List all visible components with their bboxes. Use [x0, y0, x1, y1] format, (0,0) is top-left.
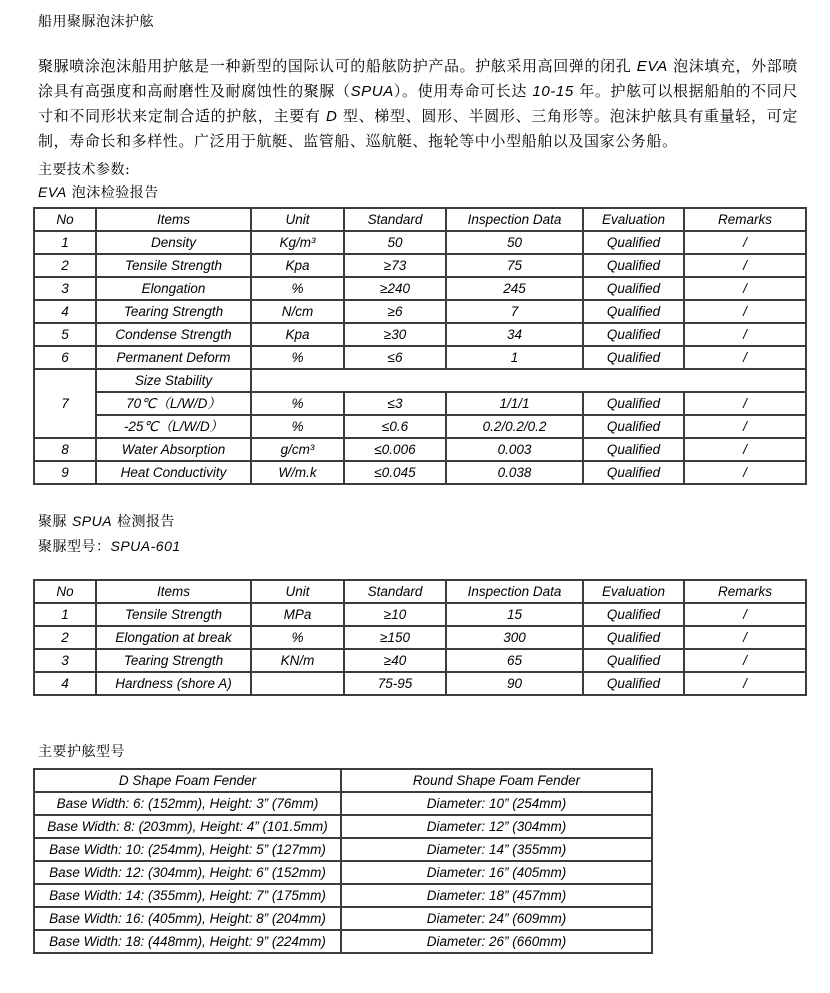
table-cell: Diameter: 26” (660mm): [341, 930, 652, 953]
eva-foam-inspection-table: [33, 207, 807, 485]
table-cell: 1: [34, 231, 96, 254]
table-cell: 7: [34, 369, 96, 438]
table-cell: 0.2/0.2/0.2: [446, 415, 583, 438]
table-row: [34, 815, 652, 838]
table-cell: 2: [34, 254, 96, 277]
table-cell: Base Width: 10: (254mm), Height: 5” (127mm): [34, 838, 341, 861]
column-header: D Shape Foam Fender: [34, 769, 341, 792]
table-cell: ≥10: [344, 603, 446, 626]
table-cell: 2: [34, 626, 96, 649]
column-header: No: [34, 580, 96, 603]
table-row: [34, 415, 806, 438]
table-cell: Qualified: [583, 438, 684, 461]
table-cell: 34: [446, 323, 583, 346]
table-cell: Water Absorption: [96, 438, 251, 461]
table-cell: 1: [34, 603, 96, 626]
table-cell: /: [684, 346, 806, 369]
table-cell: Qualified: [583, 626, 684, 649]
table-cell: Elongation at break: [96, 626, 251, 649]
table-row: [34, 884, 652, 907]
text-segment: 泡沫填充，外部喷涂具有高强度和高耐磨性及耐腐蚀性的聚脲（: [38, 57, 798, 100]
table-cell: Qualified: [583, 603, 684, 626]
column-header: Standard: [344, 580, 446, 603]
table-cell: Qualified: [583, 300, 684, 323]
table-cell: 3: [34, 649, 96, 672]
table-cell: /: [684, 603, 806, 626]
table-cell: 75: [446, 254, 583, 277]
table-cell: %: [251, 346, 344, 369]
section-heading-fender-models: 主要护舷型号: [38, 744, 125, 760]
table-cell: /: [684, 626, 806, 649]
table-cell: /: [684, 231, 806, 254]
table-cell: ≥40: [344, 649, 446, 672]
column-header: Items: [96, 580, 251, 603]
table-cell: ≥150: [344, 626, 446, 649]
table-cell: Qualified: [583, 277, 684, 300]
document-title: 船用聚脲泡沫护舷: [38, 14, 154, 30]
table-cell: Base Width: 6: (152mm), Height: 3” (76mm): [34, 792, 341, 815]
table-cell: -25℃（L/W/D）: [96, 415, 251, 438]
table-cell: Size Stability: [96, 369, 251, 392]
table-row: [34, 861, 652, 884]
table-cell: %: [251, 415, 344, 438]
table-cell: 50: [344, 231, 446, 254]
table-cell: Qualified: [583, 323, 684, 346]
table-cell: g/cm³: [251, 438, 344, 461]
table-cell: [251, 369, 806, 392]
table-cell: ≤3: [344, 392, 446, 415]
table-cell: 245: [446, 277, 583, 300]
table-cell: /: [684, 415, 806, 438]
table-cell: ≤0.6: [344, 415, 446, 438]
table-cell: 15: [446, 603, 583, 626]
table-row: [34, 672, 806, 695]
text-segment: 型、梯型、圆形、半圆形、三角形等。泡沫护舷具有重量轻，可定制，寿命长和多样性。广泛用于航艇、监管船、巡航艇、拖轮等中小型船舶以及国家公务船。: [38, 107, 798, 150]
table-cell: Tensile Strength: [96, 254, 251, 277]
table-cell: %: [251, 392, 344, 415]
table-row: [34, 603, 806, 626]
table-cell: 4: [34, 300, 96, 323]
table-cell: ≥73: [344, 254, 446, 277]
intro-paragraph: [38, 54, 798, 154]
table-cell: 6: [34, 346, 96, 369]
column-header: Inspection Data: [446, 208, 583, 231]
table-row: [34, 907, 652, 930]
text-segment: 聚脲喷涂泡沫船用护舷是一种新型的国际认可的船舷防护产品。护舷采用高回弹的闭孔: [38, 57, 637, 75]
table-cell: 50: [446, 231, 583, 254]
table-header-row: [34, 769, 652, 792]
table-cell: 3: [34, 277, 96, 300]
table-row: [34, 626, 806, 649]
column-header: Unit: [251, 208, 344, 231]
text-segment: 年。护舷可以根据船舶的不同尺寸和不同形状来定制合适的护舷，主要有: [38, 82, 798, 125]
table-cell: Permanent Deform: [96, 346, 251, 369]
table-row: [34, 300, 806, 323]
table-cell: 90: [446, 672, 583, 695]
table-cell: Qualified: [583, 649, 684, 672]
spua-inspection-table: [33, 579, 807, 696]
table-cell: /: [684, 649, 806, 672]
table-cell: Base Width: 8: (203mm), Height: 4” (101.5mm): [34, 815, 341, 838]
table-cell: Base Width: 16: (405mm), Height: 8” (204mm): [34, 907, 341, 930]
table-cell: Kg/m³: [251, 231, 344, 254]
table-cell: /: [684, 672, 806, 695]
table-cell: Hardness (shore A): [96, 672, 251, 695]
table-row: [34, 792, 652, 815]
table-cell: 1/1/1: [446, 392, 583, 415]
table-cell: Heat Conductivity: [96, 461, 251, 484]
column-header: Remarks: [684, 208, 806, 231]
table-cell: 7: [446, 300, 583, 323]
column-header: Round Shape Foam Fender: [341, 769, 652, 792]
section-heading-spua-report: [38, 511, 807, 532]
table-cell: Diameter: 16” (405mm): [341, 861, 652, 884]
table-cell: Diameter: 24” (609mm): [341, 907, 652, 930]
table-cell: Density: [96, 231, 251, 254]
text-segment: ）。使用寿命可长达: [393, 82, 533, 100]
table-cell: Base Width: 18: (448mm), Height: 9” (224mm): [34, 930, 341, 953]
column-header: Items: [96, 208, 251, 231]
table-cell: %: [251, 626, 344, 649]
table-cell: Kpa: [251, 323, 344, 346]
table-cell: Kpa: [251, 254, 344, 277]
table-row: [34, 649, 806, 672]
column-header: Standard: [344, 208, 446, 231]
table-cell: /: [684, 438, 806, 461]
table-cell: 300: [446, 626, 583, 649]
column-header: Unit: [251, 580, 344, 603]
text-segment: SPUA: [71, 513, 113, 529]
table-cell: 8: [34, 438, 96, 461]
text-segment: 10-15: [532, 83, 574, 100]
table-cell: Tensile Strength: [96, 603, 251, 626]
table-cell: /: [684, 254, 806, 277]
text-segment: EVA: [636, 58, 668, 75]
table-row: [34, 392, 806, 415]
table-cell: MPa: [251, 603, 344, 626]
table-cell: /: [684, 300, 806, 323]
table-cell: 0.003: [446, 438, 583, 461]
table-cell: Condense Strength: [96, 323, 251, 346]
text-segment: 泡沫检验报告: [66, 185, 159, 201]
table-cell: ≤6: [344, 346, 446, 369]
column-header: Remarks: [684, 580, 806, 603]
table-cell: 0.038: [446, 461, 583, 484]
column-header: Evaluation: [583, 208, 684, 231]
table-cell: 65: [446, 649, 583, 672]
table-cell: %: [251, 277, 344, 300]
table-cell: Diameter: 10” (254mm): [341, 792, 652, 815]
column-header: Inspection Data: [446, 580, 583, 603]
column-header: No: [34, 208, 96, 231]
table-cell: Diameter: 14” (355mm): [341, 838, 652, 861]
table-row: [34, 254, 806, 277]
table-cell: Qualified: [583, 415, 684, 438]
table-cell: Tearing Strength: [96, 300, 251, 323]
table-cell: /: [684, 277, 806, 300]
table-cell: Qualified: [583, 672, 684, 695]
table-cell: 70℃（L/W/D）: [96, 392, 251, 415]
table-row: [34, 930, 652, 953]
table-cell: /: [684, 461, 806, 484]
table-row: [34, 277, 806, 300]
text-segment: EVA: [38, 184, 67, 200]
table-cell: 1: [446, 346, 583, 369]
table-header-row: [34, 208, 806, 231]
text-segment: D: [326, 108, 338, 125]
table-cell: ≤0.006: [344, 438, 446, 461]
table-cell: Base Width: 14: (355mm), Height: 7” (175mm): [34, 884, 341, 907]
table-row: [34, 346, 806, 369]
table-cell: Qualified: [583, 461, 684, 484]
table-cell: Qualified: [583, 254, 684, 277]
text-segment: 检测报告: [112, 514, 176, 530]
table-cell: Diameter: 12” (304mm): [341, 815, 652, 838]
table-row: [34, 438, 806, 461]
spua-model-line: [38, 536, 807, 557]
table-row: [34, 461, 806, 484]
table-cell: N/cm: [251, 300, 344, 323]
table-cell: /: [684, 392, 806, 415]
table-cell: Diameter: 18” (457mm): [341, 884, 652, 907]
table-cell: ≥30: [344, 323, 446, 346]
table-cell: Elongation: [96, 277, 251, 300]
table-cell: [251, 672, 344, 695]
text-segment: SPUA-601: [110, 538, 181, 554]
table-cell: ≤0.045: [344, 461, 446, 484]
table-cell: KN/m: [251, 649, 344, 672]
table-cell: W/m.k: [251, 461, 344, 484]
table-row: [34, 838, 652, 861]
table-cell: /: [684, 323, 806, 346]
subheading-eva-report: [38, 182, 807, 203]
column-header: Evaluation: [583, 580, 684, 603]
text-segment: SPUA: [350, 83, 394, 100]
table-row: [34, 231, 806, 254]
table-cell: 5: [34, 323, 96, 346]
section-heading-parameters: 主要技术参数:: [38, 162, 131, 178]
table-cell: ≥240: [344, 277, 446, 300]
text-segment: 聚脲型号：: [38, 539, 111, 555]
table-cell: 4: [34, 672, 96, 695]
text-segment: 聚脲: [38, 514, 72, 530]
table-cell: Qualified: [583, 346, 684, 369]
table-cell: Tearing Strength: [96, 649, 251, 672]
table-cell: 9: [34, 461, 96, 484]
fender-models-table: [33, 768, 653, 954]
table-cell: 75-95: [344, 672, 446, 695]
table-cell: Qualified: [583, 392, 684, 415]
table-row: [34, 323, 806, 346]
table-row: [34, 369, 806, 392]
table-header-row: [34, 580, 806, 603]
table-cell: ≥6: [344, 300, 446, 323]
table-cell: Qualified: [583, 231, 684, 254]
table-cell: Base Width: 12: (304mm), Height: 6” (152mm): [34, 861, 341, 884]
